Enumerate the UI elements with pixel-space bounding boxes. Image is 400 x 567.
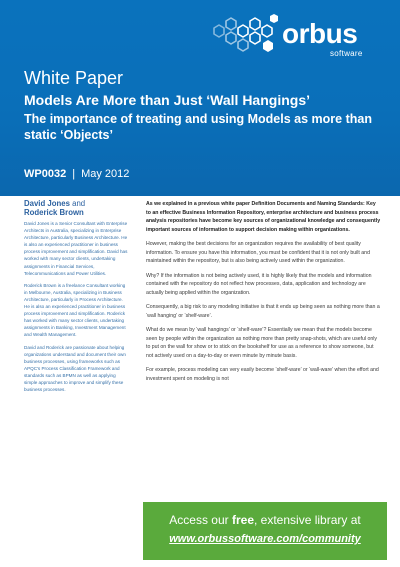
- document-date: May 2012: [81, 168, 130, 180]
- banner-text-end: , extensive library at: [254, 513, 361, 527]
- author-2: Roderick Brown: [24, 207, 84, 217]
- author-1: David Jones: [24, 199, 70, 208]
- body-paragraph: However, making the best decisions for an organization requires the availability of best quality information. To ensure you have this information, you must be confident that it is not only built and maintained within the repository, but is also being actively used within the organization.: [146, 241, 370, 264]
- brand-logo-name: orbus: [282, 18, 358, 49]
- document-meta: [24, 167, 129, 181]
- author-conjunction: and: [72, 199, 86, 208]
- author-sidebar: [24, 200, 128, 398]
- community-link[interactable]: www.orbussoftware.com/community: [169, 533, 361, 545]
- lead-paragraph: As we explained in a previous white paper Definition Documents and Naming Standards: Key to an effective Business Information Repository, enterprise architecture and business process analysis repositories have become key sources of organizational knowledge and consequently important sources of information to support decision making within organizations.: [146, 201, 381, 233]
- banner-text-start: Access our: [169, 513, 232, 527]
- meta-separator: |: [72, 168, 76, 180]
- author-bio-2: Roderick Brown is a freelance Consultant working in Melbourne, Australia, specializing in Business Architecture, particularly in Process Architecture. He is also an experienced practitioner in business process improvement and simplification. Roderick has worked with many sector clients, undertaking assignments in Banking, Investment Management and Wealth Management.: [24, 282, 126, 338]
- author-bio-1: David Jones is a Senior Consultant with Enterprise Architects in Australia, specializing in Enterprise Architecture, particularly Business Architecture. He is also an experienced practitioner in business process improvement and simplification. David has worked with many sector clients, undertaking assignments in Financial Services, Telecommunications and Power Utilities.: [24, 221, 128, 276]
- banner-text-free: free: [231, 513, 254, 527]
- page-title: Models Are More than Just ‘Wall Hangings’: [24, 92, 310, 108]
- logo-hexagons-icon: [208, 12, 284, 60]
- header-band: [0, 0, 400, 196]
- main-body: [146, 200, 382, 389]
- body-paragraph: For example, process modeling can very easily become ‘shelf-ware’ or ‘wall-ware’ when the effort and investment spent on modeling is not: [146, 367, 379, 382]
- body-paragraph: Consequently, a big risk to any modeling initiative is that it ends up being seen as nothing more than a ‘wall hanging’ or ‘shelf-ware’.: [146, 304, 380, 319]
- community-banner[interactable]: [143, 502, 387, 560]
- body-paragraph: What do we mean by ‘wall hangings’ or ‘shelf-ware’? Essentially we mean that the models become seen by people within the organization as nothing more than pretty snap-shots, which are useful only to put on the wall for show or to stick on the bookshelf for use as a reference to show someone, but not actively used on a day-to-day or even minute by minute basis.: [146, 327, 377, 359]
- banner-text: [143, 512, 387, 528]
- author-bio-3: David and Roderick are passionate about helping organizations understand and document their own business processes, using frameworks such as APQC's Process Classification Framework and standards such as BPMN as well as applying simple approaches to improve and simplify these business processes.: [24, 344, 126, 393]
- brand-logo-tagline: software: [330, 49, 363, 58]
- page-subtitle: The importance of treating and using Models as more than static ‘Objects’: [24, 112, 372, 142]
- author-names: [24, 200, 128, 217]
- document-code: WP0032: [24, 168, 67, 180]
- document-type: White Paper: [24, 68, 124, 88]
- body-paragraph: Why? If the information is not being actively used, it is highly likely that the models and information contained with the repository do not reflect how processes, data, application and technology are actually being applied within the organization.: [146, 272, 372, 296]
